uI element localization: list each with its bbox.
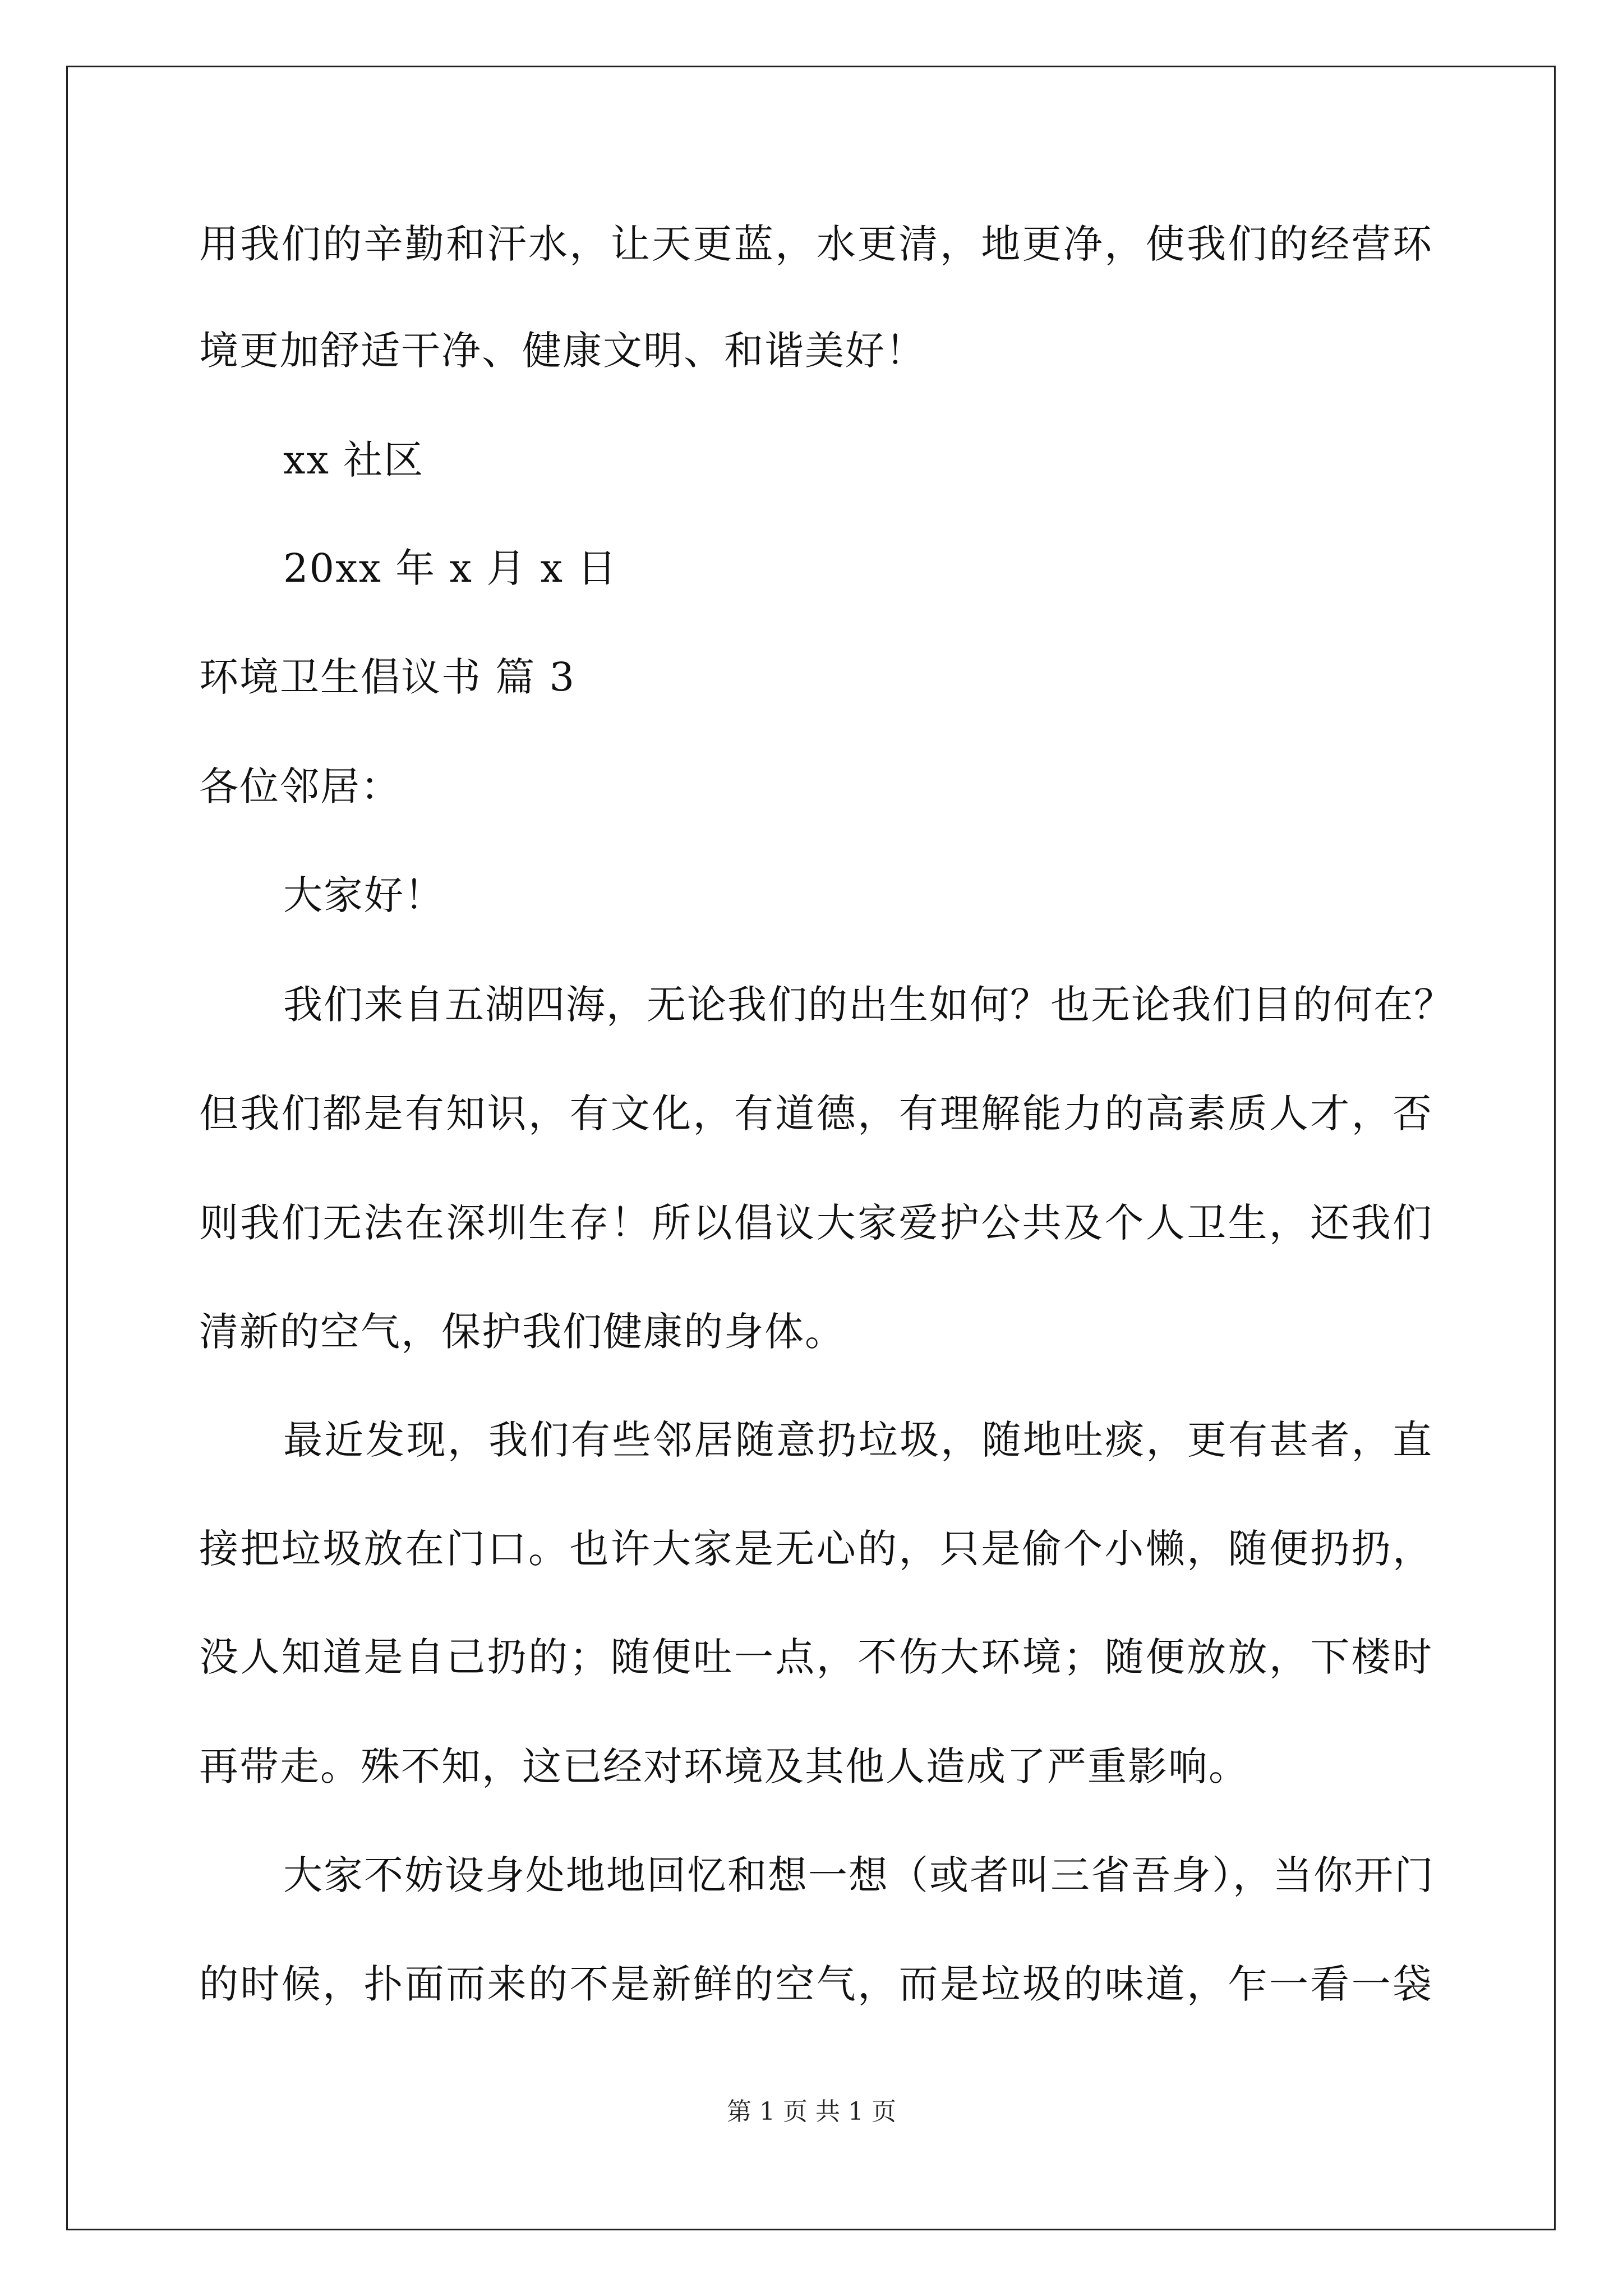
paragraph-line: 清新的空气，保护我们健康的身体。	[199, 1309, 845, 1355]
signature-date: 20xx 年 x 月 x 日	[283, 545, 618, 591]
paragraph-line: 大家不妨设身处地地回忆和想一想（或者叫三省吾身），当你开门	[283, 1852, 1435, 1898]
page-number-footer: 第 1 页 共 1 页	[727, 2097, 896, 2126]
paragraph-line: 接把垃圾放在门口。也许大家是无心的，只是偷个小懒，随便扔扔，	[199, 1526, 1433, 1572]
greeting: 大家好！	[283, 872, 445, 918]
paragraph-line: 但我们都是有知识，有文化，有道德，有理解能力的高素质人才，否	[199, 1091, 1433, 1137]
paragraph-line: 境更加舒适干净、健康文明、和谐美好！	[199, 328, 926, 374]
section-title: 环境卫生倡议书 篇 3	[199, 654, 576, 700]
page-border	[66, 66, 1556, 2230]
paragraph-line: 最近发现，我们有些邻居随意扔垃圾，随地吐痰，更有甚者，直	[283, 1417, 1433, 1463]
paragraph-line: 我们来自五湖四海，无论我们的出生如何？也无论我们目的何在？	[283, 982, 1454, 1028]
paragraph-line: 的时候，扑面而来的不是新鲜的空气，而是垃圾的味道，乍一看一袋	[199, 1961, 1433, 2007]
paragraph-line: 再带走。殊不知，这已经对环境及其他人造成了严重影响。	[199, 1743, 1249, 1789]
paragraph-line: 则我们无法在深圳生存！所以倡议大家爱护公共及个人卫生，还我们	[199, 1200, 1433, 1246]
paragraph-line: 用我们的辛勤和汗水，让天更蓝，水更清，地更净，使我们的经营环	[199, 221, 1433, 267]
signature-community: xx 社区	[283, 437, 425, 483]
paragraph-line: 没人知道是自己扔的；随便吐一点，不伤大环境；随便放放，下楼时	[199, 1634, 1433, 1680]
salutation: 各位邻居：	[199, 763, 401, 809]
